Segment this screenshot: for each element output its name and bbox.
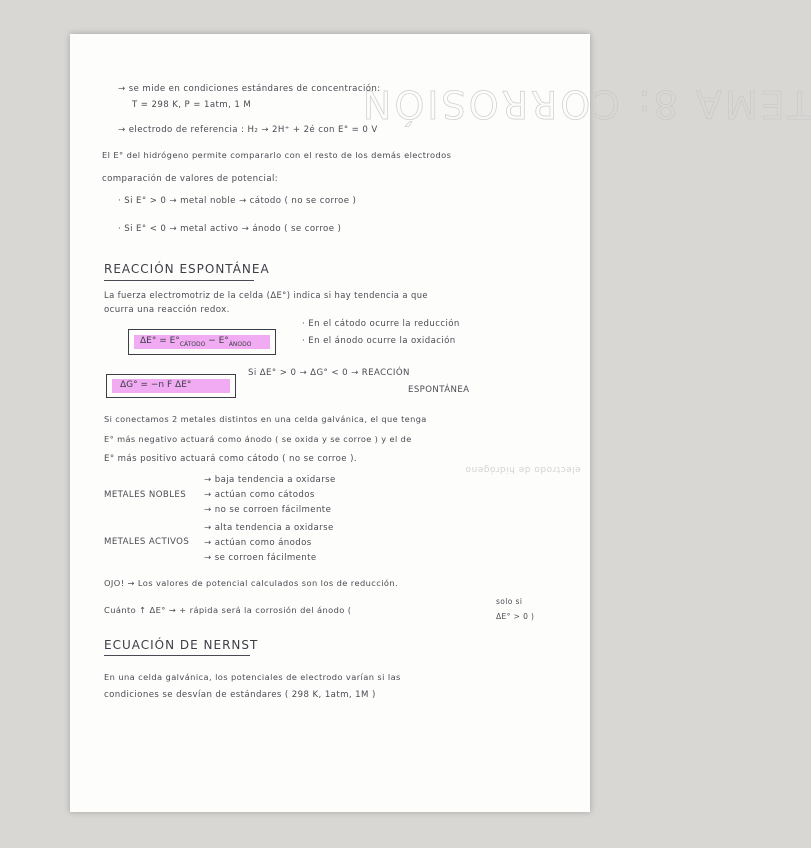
text-line: solo si — [496, 597, 523, 606]
text-line: Si ΔE° > 0 → ΔG° < 0 → REACCIÓN — [248, 368, 410, 378]
notebook-page — [70, 34, 811, 812]
text-line: → electrodo de referencia : H₂ → 2H⁺ + 2é con E° = 0 V — [118, 125, 378, 135]
text-line: comparación de valores de potencial: — [102, 174, 279, 184]
text-line: → alta tendencia a oxidarse — [204, 523, 334, 533]
text-line: T = 298 K, P = 1atm, 1 M — [132, 100, 252, 110]
text-line: E° más negativo actuará como ánodo ( se oxida y se corroe ) y el de — [104, 434, 412, 444]
text-line: En una celda galvánica, los potenciales de electrodo varían si las — [104, 672, 401, 682]
section-heading-nernst: ECUACIÓN DE NERNST — [104, 638, 259, 652]
metales-activos-label: METALES ACTIVOS — [104, 537, 190, 547]
text-line: Cuánto ↑ ΔE° → + rápida será la corrosión del ánodo ( — [104, 605, 352, 615]
text-line: → baja tendencia a oxidarse — [204, 475, 336, 485]
text-line: → actúan como cátodos — [204, 490, 315, 500]
text-line: El E° del hidrógeno permite compararlo con el resto de los demás electrodos — [102, 150, 452, 160]
text-line: → se corroen fácilmente — [204, 553, 317, 563]
text-line: → no se corroen fácilmente — [204, 505, 332, 515]
text-line: · Si E° > 0 → metal noble → cátodo ( no se corroe ) — [118, 196, 357, 206]
text-line: E° más positivo actuará como cátodo ( no se corroe ). — [104, 454, 358, 464]
bleed-through-title: TEMA 8: CORROSIÓN — [360, 82, 811, 126]
text-line: La fuerza electromotriz de la celda (ΔE°) indica si hay tendencia a que — [104, 290, 428, 300]
formula-delta-e: $\Delta E^\circ = E^\circ_{CÁTODO} - E^\circ_{ÁNODO}$ — [140, 336, 252, 348]
heading-underline — [104, 655, 250, 656]
formula-delta-g: ΔG° = −n F ΔE° — [120, 380, 192, 390]
bleed-through-stray: electrodo de hidrógeno — [465, 464, 581, 474]
text-line: condiciones se desvían de estándares ( 298 K, 1atm, 1M ) — [104, 690, 376, 700]
heading-underline — [104, 280, 254, 281]
text-line: → se mide en condiciones estándares de concentración: — [118, 84, 381, 94]
text-line: · Si E° < 0 → metal activo → ánodo ( se corroe ) — [118, 224, 342, 234]
text-line: · En el cátodo ocurre la reducción — [302, 319, 460, 329]
metales-nobles-label: METALES NOBLES — [104, 490, 187, 500]
text-line: ΔE° > 0 ) — [496, 612, 535, 621]
text-line: → actúan como ánodos — [204, 538, 312, 548]
text-line: OJO! → Los valores de potencial calculados son los de reducción. — [104, 578, 399, 588]
section-heading-reaccion: REACCIÓN ESPONTÁNEA — [104, 262, 270, 276]
text-line: ocurra una reacción redox. — [104, 305, 230, 315]
text-line: Si conectamos 2 metales distintos en una celda galvánica, el que tenga — [104, 414, 427, 424]
text-line: · En el ánodo ocurre la oxidación — [302, 336, 456, 346]
text-line: ESPONTÁNEA — [408, 385, 470, 395]
